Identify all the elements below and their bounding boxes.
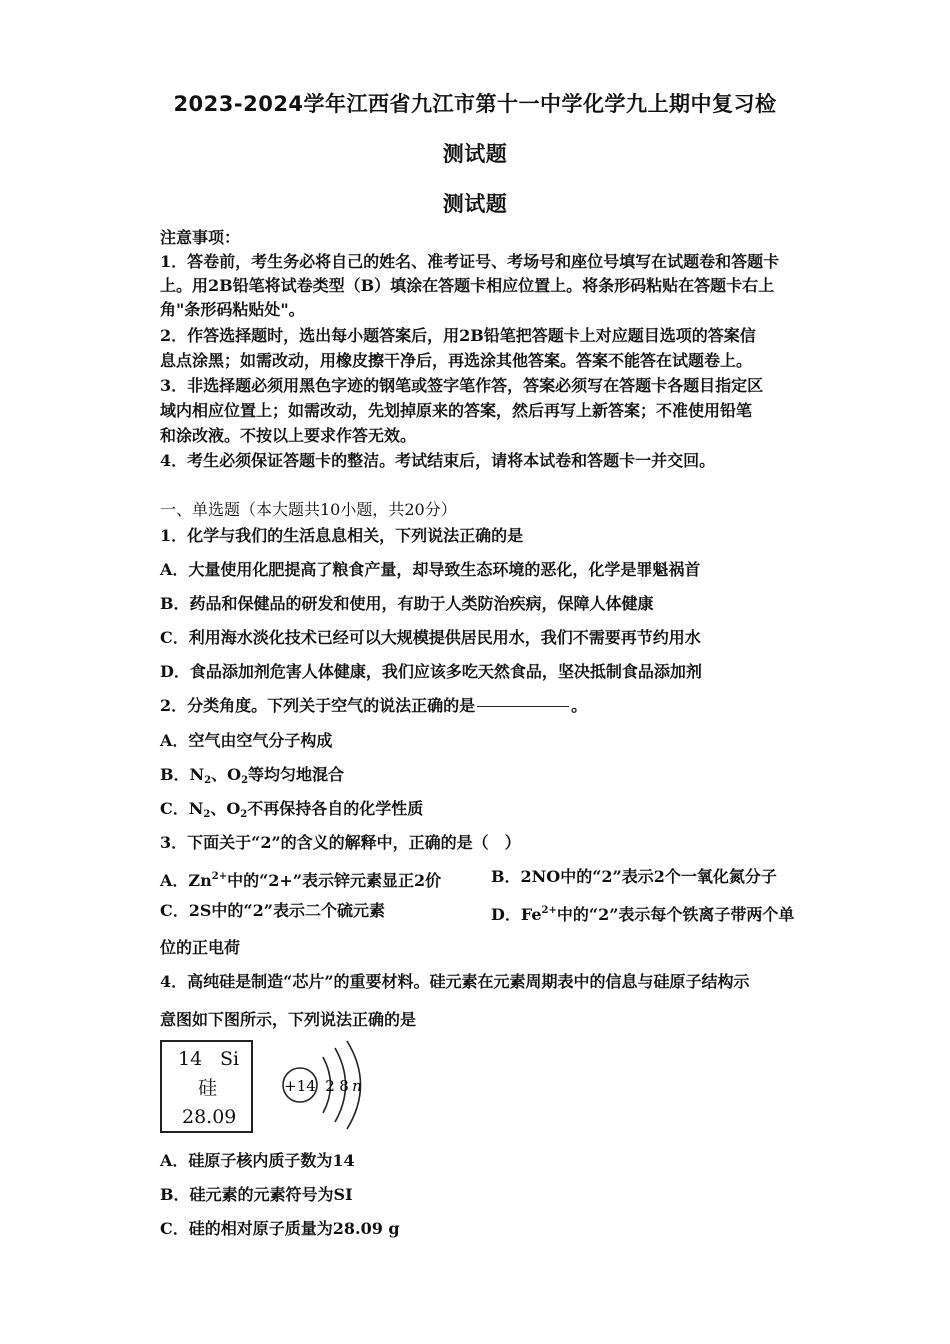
notice-line: 上。用2B铅笔将试卷类型（B）填涂在答题卡相应位置上。将条形码粘贴在答题卡右上 — [160, 276, 775, 295]
atomic-mass: 28.09 — [182, 1106, 237, 1128]
question-2-stem: 2．分类角度。下列关于空气的说法正确的是 。 — [160, 696, 588, 715]
element-symbol: Si — [220, 1048, 240, 1070]
q3-option-b: B．2NO中的“2”表示2个一氧化氮分子 — [491, 867, 777, 886]
q2-option-a: A．空气由空气分子构成 — [160, 731, 333, 750]
page-title-line2: 测试题 — [442, 142, 508, 166]
q3-option-c: C．2S中的“2”表示二个硫元素 — [160, 901, 385, 920]
q3-option-d: D．$Fe^{2+}$中的“2”表示每个铁离子带两个单 — [491, 905, 795, 924]
nucleus-charge: +14 — [284, 1077, 316, 1095]
q4-option-b: B．硅元素的元素符号为SI — [160, 1185, 353, 1204]
q4-option-a: A．硅原子核内质子数为14 — [160, 1151, 355, 1170]
notice-line: 4．考生必须保证答题卡的整洁。考试结束后，请将本试卷和答题卡一并交回。 — [160, 451, 716, 470]
q1-option-b: B．药品和保健品的研发和使用，有助于人类防治疾病，保障人体健康 — [160, 594, 654, 613]
notice-line: 角"条形码粘贴处"。 — [160, 300, 305, 319]
q1-option-c: C．利用海水淡化技术已经可以大规模提供居民用水，我们不需要再节约用水 — [160, 628, 701, 647]
q2-option-c: C．$N_2$、$O_2$不再保持各自的化学性质 — [160, 799, 424, 820]
notice-line: 息点涂黑；如需改动，用橡皮擦干净后，再选涂其他答案。答案不能答在试题卷上。 — [160, 351, 753, 370]
shell-2-electrons: 8 — [339, 1077, 349, 1095]
shell-3-electrons: n — [352, 1077, 362, 1095]
periodic-table-cell — [160, 1040, 253, 1133]
notice-line: 1．答卷前，考生务必将自己的姓名、准考证号、考场号和座位号填写在试题卷和答题卡 — [160, 252, 780, 271]
q3-option-a: A．$Zn^{2+}$中的“2+”表示锌元素显正2价 — [160, 871, 442, 890]
q2-option-b: B．$N_2$、$O_2$等均匀地混合 — [160, 765, 345, 786]
atomic-number: 14 — [178, 1048, 203, 1070]
notice-line: 和涂改液。不按以上要求作答无效。 — [160, 426, 417, 445]
notice-heading: 注意事项： — [160, 228, 241, 247]
question-4-stem-line2: 意图如下图所示，下列说法正确的是 — [160, 1010, 417, 1029]
shell-1-electrons: 2 — [325, 1077, 335, 1095]
q4-option-c: C．硅的相对原子质量为28.09 g — [160, 1219, 400, 1238]
notice-line: 3．非选择题必须用黑色字迹的钢笔或签字笔作答，答案必须写在答题卡各题目指定区 — [160, 376, 764, 395]
notice-line: 域内相应位置上；如需改动，先划掉原来的答案，然后再写上新答案；不准使用铅笔 — [160, 401, 753, 420]
section-heading: 一、单选题（本大题共10小题，共20分） — [160, 500, 457, 519]
question-1-stem: 1．化学与我们的生活息息相关，下列说法正确的是 — [160, 526, 524, 545]
atom-structure-diagram — [278, 1035, 378, 1135]
q1-option-d: D．食品添加剂危害人体健康，我们应该多吃天然食品，坚决抵制食品添加剂 — [160, 662, 702, 681]
q3-option-d-continued: 位的正电荷 — [160, 938, 241, 957]
q1-option-a: A．大量使用化肥提高了粮食产量，却导致生态环境的恶化，化学是罪魁祸首 — [160, 560, 701, 579]
question-3-stem: 3．下面关于“2”的含义的解释中，正确的是（ ） — [160, 833, 521, 852]
page-subtitle: 测试题 — [442, 192, 508, 216]
question-4-stem: 4．高纯硅是制造“芯片”的重要材料。硅元素在元素周期表中的信息与硅原子结构示 — [160, 972, 750, 991]
notice-line: 2．作答选择题时，选出每小题答案后，用2B铅笔把答题卡上对应题目选项的答案信 — [160, 326, 756, 345]
page-title: 2023-2024学年江西省九江市第十一中学化学九上期中复习检 — [173, 92, 777, 116]
element-name: 硅 — [198, 1077, 218, 1099]
answer-blank — [477, 706, 569, 707]
